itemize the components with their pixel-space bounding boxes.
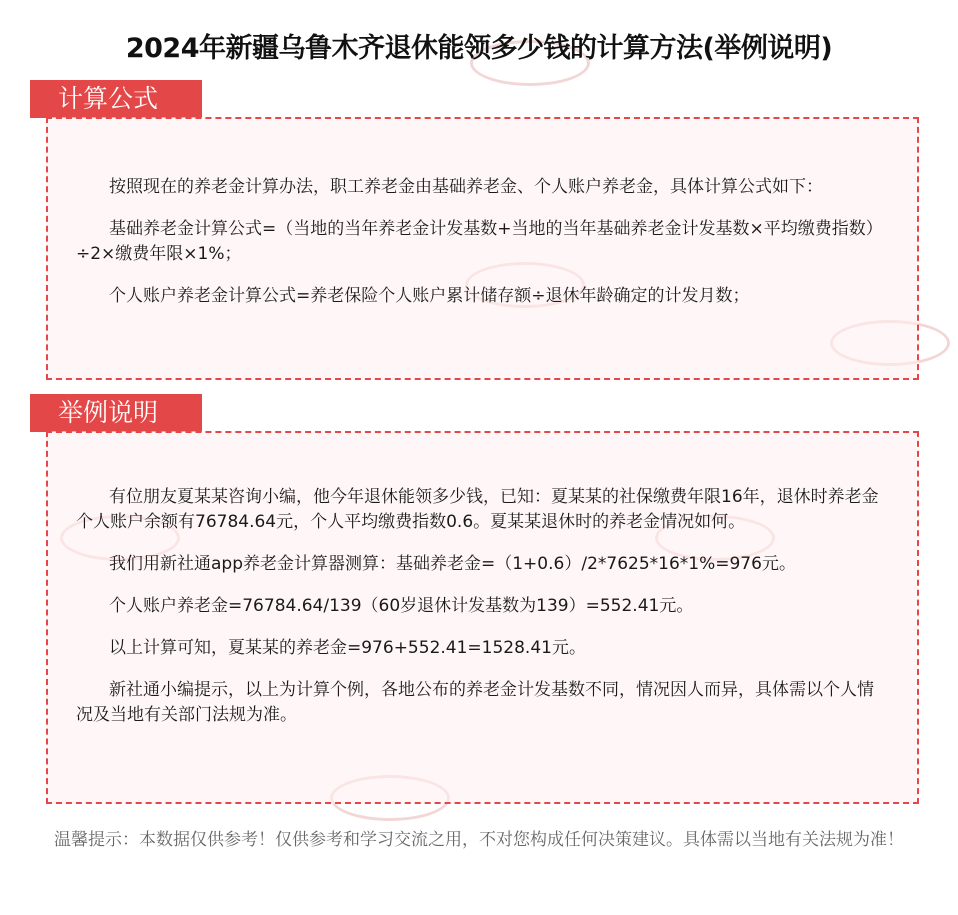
formula-paragraph: 按照现在的养老金计算办法，职工养老金由基础养老金、个人账户养老金，具体计算公式如下： bbox=[109, 177, 823, 197]
formula-section bbox=[46, 117, 919, 380]
formula-paragraph: 个人账户养老金计算公式=养老保险个人账户累计储存额÷退休年龄确定的计发月数； bbox=[109, 286, 750, 306]
example-paragraph: 以上计算可知，夏某某的养老金=976+552.41=1528.41元。 bbox=[109, 638, 586, 658]
example-section bbox=[46, 431, 919, 804]
footer-disclaimer: 温馨提示：本数据仅供参考！仅供参考和学习交流之用，不对您构成任何决策建议。具体需以当地有关法规为准！ bbox=[54, 830, 904, 850]
formula-paragraph: 基础养老金计算公式=（当地的当年养老金计发基数+当地的当年基础养老金计发基数×平均缴费指数）÷2×缴费年限×1%； bbox=[76, 219, 883, 264]
example-paragraph: 新社通小编提示，以上为计算个例，各地公布的养老金计发基数不同，情况因人而异，具体需以个人情况及当地有关部门法规为准。 bbox=[76, 680, 874, 725]
example-section-heading: 举例说明 bbox=[30, 394, 202, 432]
example-paragraph: 个人账户养老金=76784.64/139（60岁退休计发基数为139）=552.41元。 bbox=[109, 596, 694, 616]
example-paragraph: 有位朋友夏某某咨询小编，他今年退休能领多少钱，已知：夏某某的社保缴费年限16年，退休时养老金个人账户余额有76784.64元，个人平均缴费指数0.6。夏某某退休时的养老金情况如何。 bbox=[76, 487, 879, 532]
formula-section-heading: 计算公式 bbox=[30, 80, 202, 118]
example-paragraph: 我们用新社通app养老金计算器测算：基础养老金=（1+0.6）/2*7625*16*1%=976元。 bbox=[109, 554, 796, 574]
page-title: 2024年新疆乌鲁木齐退休能领多少钱的计算方法(举例说明) bbox=[125, 33, 833, 64]
